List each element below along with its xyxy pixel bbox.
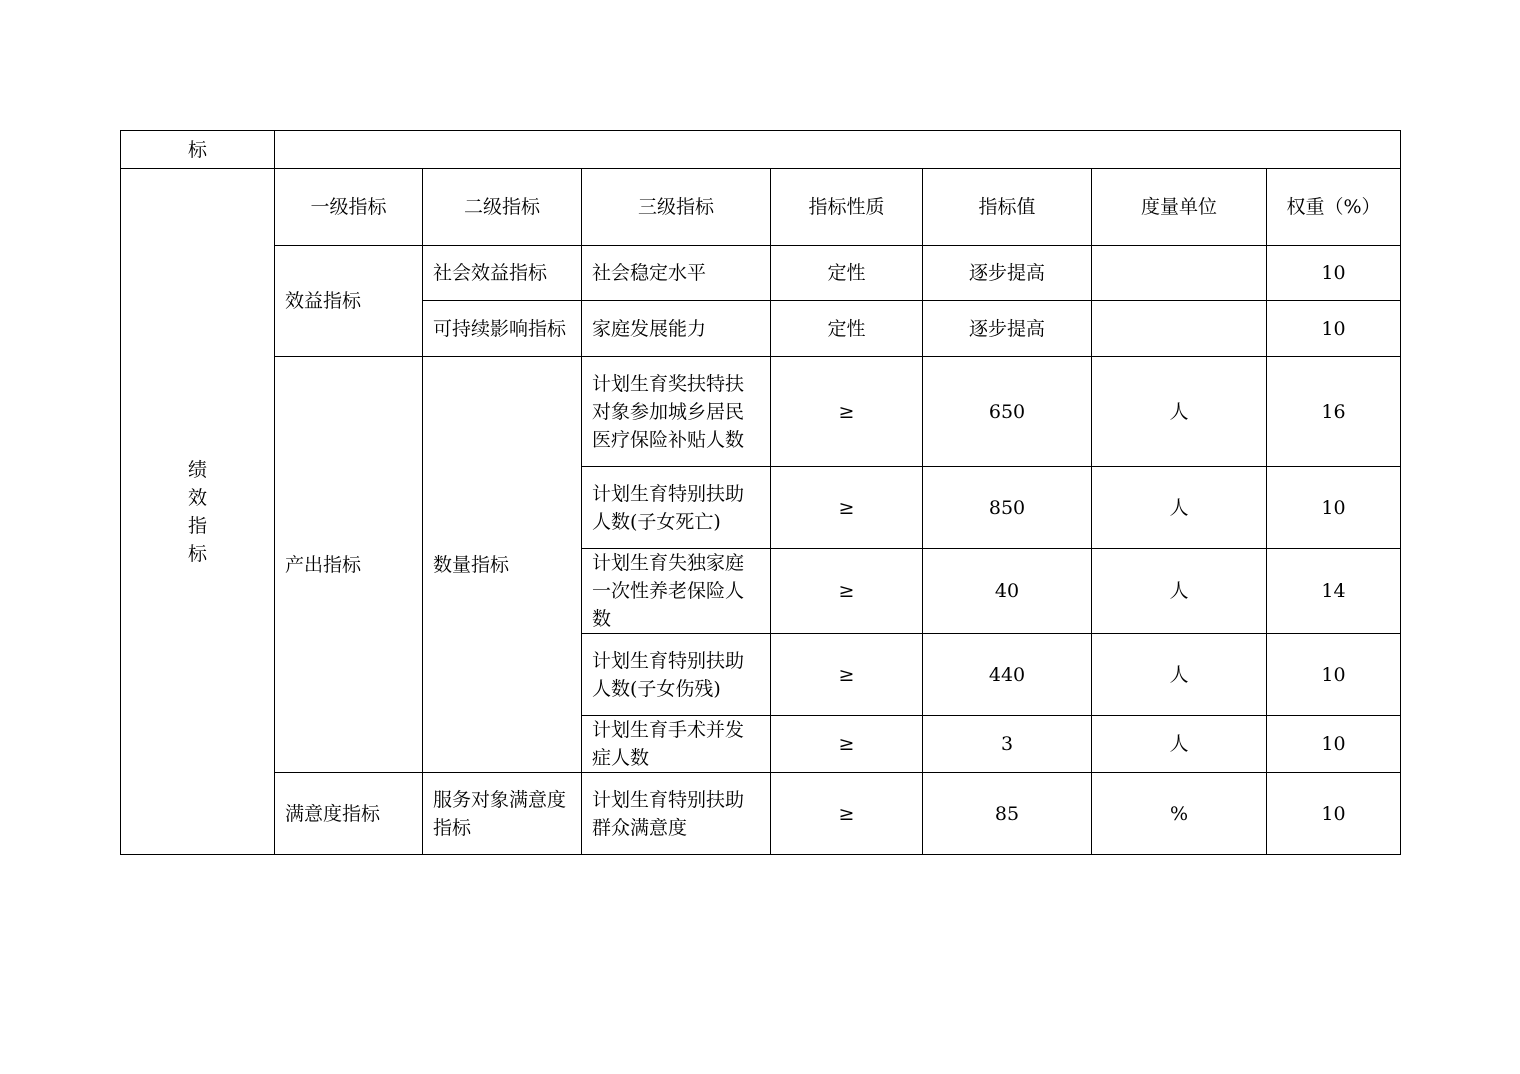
cell-weight: 10 xyxy=(1267,467,1401,549)
cell-level3: 计划生育奖扶特扶对象参加城乡居民医疗保险补贴人数 xyxy=(582,357,771,467)
header-level1: 一级指标 xyxy=(275,169,423,246)
cell-value: 650 xyxy=(923,357,1092,467)
section-label-char: 效 xyxy=(187,486,207,509)
cell-weight: 14 xyxy=(1267,549,1401,634)
header-row xyxy=(121,169,1401,246)
cell-weight: 10 xyxy=(1267,773,1401,855)
cell-nature: ≥ xyxy=(771,467,923,549)
cell-nature: ≥ xyxy=(771,357,923,467)
cell-level3: 计划生育失独家庭一次性养老保险人数 xyxy=(582,549,771,634)
performance-indicator-table xyxy=(120,130,1401,855)
table-row xyxy=(121,246,1401,301)
header-level3: 三级指标 xyxy=(582,169,771,246)
top-row-label: 标 xyxy=(121,131,275,169)
cell-value: 逐步提高 xyxy=(923,246,1092,301)
cell-nature: ≥ xyxy=(771,549,923,634)
cell-unit: 人 xyxy=(1092,716,1267,773)
cell-level2: 社会效益指标 xyxy=(423,246,582,301)
cell-unit: 人 xyxy=(1092,467,1267,549)
cell-value: 850 xyxy=(923,467,1092,549)
cell-value: 逐步提高 xyxy=(923,301,1092,357)
cell-unit xyxy=(1092,301,1267,357)
section-label-char: 标 xyxy=(187,542,207,565)
cell-level3: 家庭发展能力 xyxy=(582,301,771,357)
cell-level1: 效益指标 xyxy=(275,246,423,357)
header-nature: 指标性质 xyxy=(771,169,923,246)
cell-level2: 数量指标 xyxy=(423,357,582,773)
header-level2: 二级指标 xyxy=(423,169,582,246)
cell-value: 440 xyxy=(923,634,1092,716)
cell-unit: % xyxy=(1092,773,1267,855)
section-label-performance-indicators xyxy=(121,169,275,855)
cell-weight: 10 xyxy=(1267,634,1401,716)
cell-value: 85 xyxy=(923,773,1092,855)
cell-level2: 可持续影响指标 xyxy=(423,301,582,357)
cell-value: 3 xyxy=(923,716,1092,773)
cell-level1: 满意度指标 xyxy=(275,773,423,855)
cell-weight: 16 xyxy=(1267,357,1401,467)
cell-value: 40 xyxy=(923,549,1092,634)
cell-weight: 10 xyxy=(1267,246,1401,301)
table-row xyxy=(121,773,1401,855)
cell-unit: 人 xyxy=(1092,634,1267,716)
cell-level3: 计划生育手术并发症人数 xyxy=(582,716,771,773)
cell-unit: 人 xyxy=(1092,357,1267,467)
table-row xyxy=(121,357,1401,467)
cell-nature: 定性 xyxy=(771,301,923,357)
cell-nature: 定性 xyxy=(771,246,923,301)
cell-weight: 10 xyxy=(1267,301,1401,357)
cell-weight: 10 xyxy=(1267,716,1401,773)
cell-unit xyxy=(1092,246,1267,301)
cell-level1: 产出指标 xyxy=(275,357,423,773)
cell-level2: 服务对象满意度指标 xyxy=(423,773,582,855)
top-row-content xyxy=(275,131,1401,169)
cell-level3: 计划生育特别扶助人数(子女伤残) xyxy=(582,634,771,716)
section-label-char: 绩 xyxy=(187,458,207,481)
header-unit: 度量单位 xyxy=(1092,169,1267,246)
cell-unit: 人 xyxy=(1092,549,1267,634)
cell-nature: ≥ xyxy=(771,773,923,855)
table-row xyxy=(121,131,1401,169)
cell-nature: ≥ xyxy=(771,716,923,773)
header-value: 指标值 xyxy=(923,169,1092,246)
cell-level3: 计划生育特别扶助群众满意度 xyxy=(582,773,771,855)
cell-nature: ≥ xyxy=(771,634,923,716)
section-label-char: 指 xyxy=(187,514,207,537)
cell-level3: 计划生育特别扶助人数(子女死亡) xyxy=(582,467,771,549)
header-weight: 权重（%） xyxy=(1267,169,1401,246)
cell-level3: 社会稳定水平 xyxy=(582,246,771,301)
